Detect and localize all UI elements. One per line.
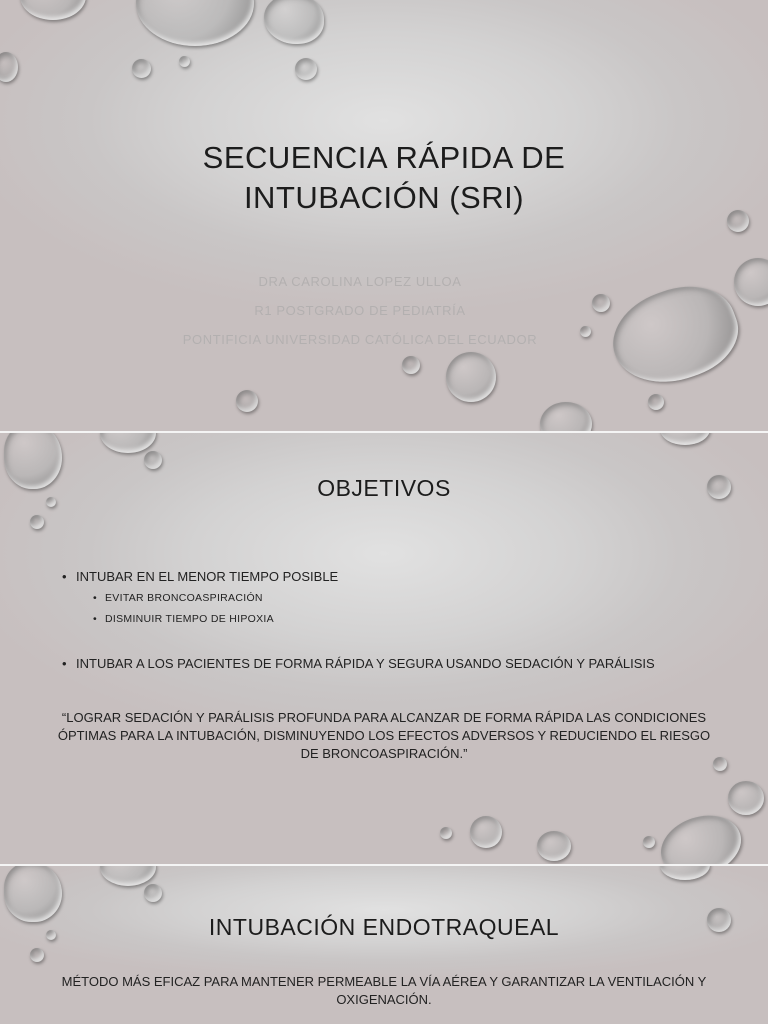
bullet-marker: •	[93, 613, 97, 625]
water-drop	[648, 394, 664, 410]
water-drop	[144, 884, 162, 902]
author-name: DRA CAROLINA LOPEZ ULLOA	[258, 274, 462, 289]
bullet-text: INTUBAR A LOS PACIENTES DE FORMA RÁPIDA Y SEGURA USANDO SEDACIÓN Y PARÁLISIS	[76, 656, 655, 671]
title-line: INTUBACIÓN (SRI)	[243, 180, 525, 215]
water-drop	[643, 836, 655, 848]
bullet-marker: •	[62, 656, 67, 671]
water-drop	[100, 433, 156, 453]
water-drop	[402, 356, 420, 374]
definition-text	[40, 973, 728, 1009]
slide-heading: INTUBACIÓN ENDOTRAQUEAL	[208, 914, 560, 940]
water-drop	[136, 0, 254, 46]
water-drop	[132, 59, 151, 78]
sub-bullet-item	[93, 592, 263, 604]
water-drop	[728, 781, 764, 815]
bullet-item	[62, 656, 655, 671]
sub-bullet-item	[93, 613, 274, 625]
water-drop	[660, 433, 710, 445]
definition-line: OXIGENACIÓN.	[336, 992, 432, 1007]
quote-line: DE BRONCOASPIRACIÓN.”	[300, 746, 468, 761]
water-drop	[440, 827, 452, 839]
water-drop	[20, 0, 86, 20]
author-institution: PONTIFICIA UNIVERSIDAD CATÓLICA DEL ECUADOR	[182, 332, 538, 347]
bullet-marker: •	[93, 592, 97, 604]
water-drop	[144, 451, 162, 469]
water-drop	[537, 831, 571, 861]
title-line: SECUENCIA RÁPIDA DE	[202, 140, 566, 175]
water-drop	[295, 58, 317, 80]
bullet-text: INTUBAR EN EL MENOR TIEMPO POSIBLE	[76, 569, 339, 584]
slide-objetivos[interactable]	[0, 433, 768, 864]
quote-line: “LOGRAR SEDACIÓN Y PARÁLISIS PROFUNDA PARA ALCANZAR DE FORMA RÁPIDA LAS CONDICIONES	[61, 710, 707, 725]
quote-line: ÓPTIMAS PARA LA INTUBACIÓN, DISMINUYENDO LOS EFECTOS ADVERSOS Y REDUCIENDO EL RIESGO	[57, 728, 711, 743]
definition-line: MÉTODO MÁS EFICAZ PARA MANTENER PERMEABLE LA VÍA AÉREA Y GARANTIZAR LA VENTILACIÓN Y	[61, 974, 707, 989]
water-drop	[540, 402, 592, 431]
author-role: R1 POSTGRADO DE PEDIATRÍA	[254, 303, 466, 318]
slide-title[interactable]	[0, 0, 768, 431]
water-drop	[446, 352, 496, 402]
water-drop	[264, 0, 324, 44]
quote-block	[50, 709, 718, 763]
water-drop	[30, 948, 44, 962]
water-drop	[0, 52, 18, 82]
water-drop	[470, 816, 502, 848]
water-drop	[30, 515, 44, 529]
bullet-marker: •	[62, 569, 67, 584]
bullet-item	[62, 569, 338, 584]
presentation-title	[0, 138, 768, 218]
sub-bullet-text: DISMINUIR TIEMPO DE HIPOXIA	[105, 613, 274, 625]
water-drop	[236, 390, 258, 412]
sub-bullet-text: EVITAR BRONCOASPIRACIÓN	[105, 592, 263, 604]
water-drop	[660, 866, 710, 880]
slide-heading: OBJETIVOS	[317, 475, 451, 501]
water-drop	[179, 56, 190, 67]
slide-intubacion[interactable]	[0, 866, 768, 1024]
water-drop	[734, 258, 768, 306]
water-drop	[653, 806, 749, 864]
water-drop	[100, 866, 156, 886]
